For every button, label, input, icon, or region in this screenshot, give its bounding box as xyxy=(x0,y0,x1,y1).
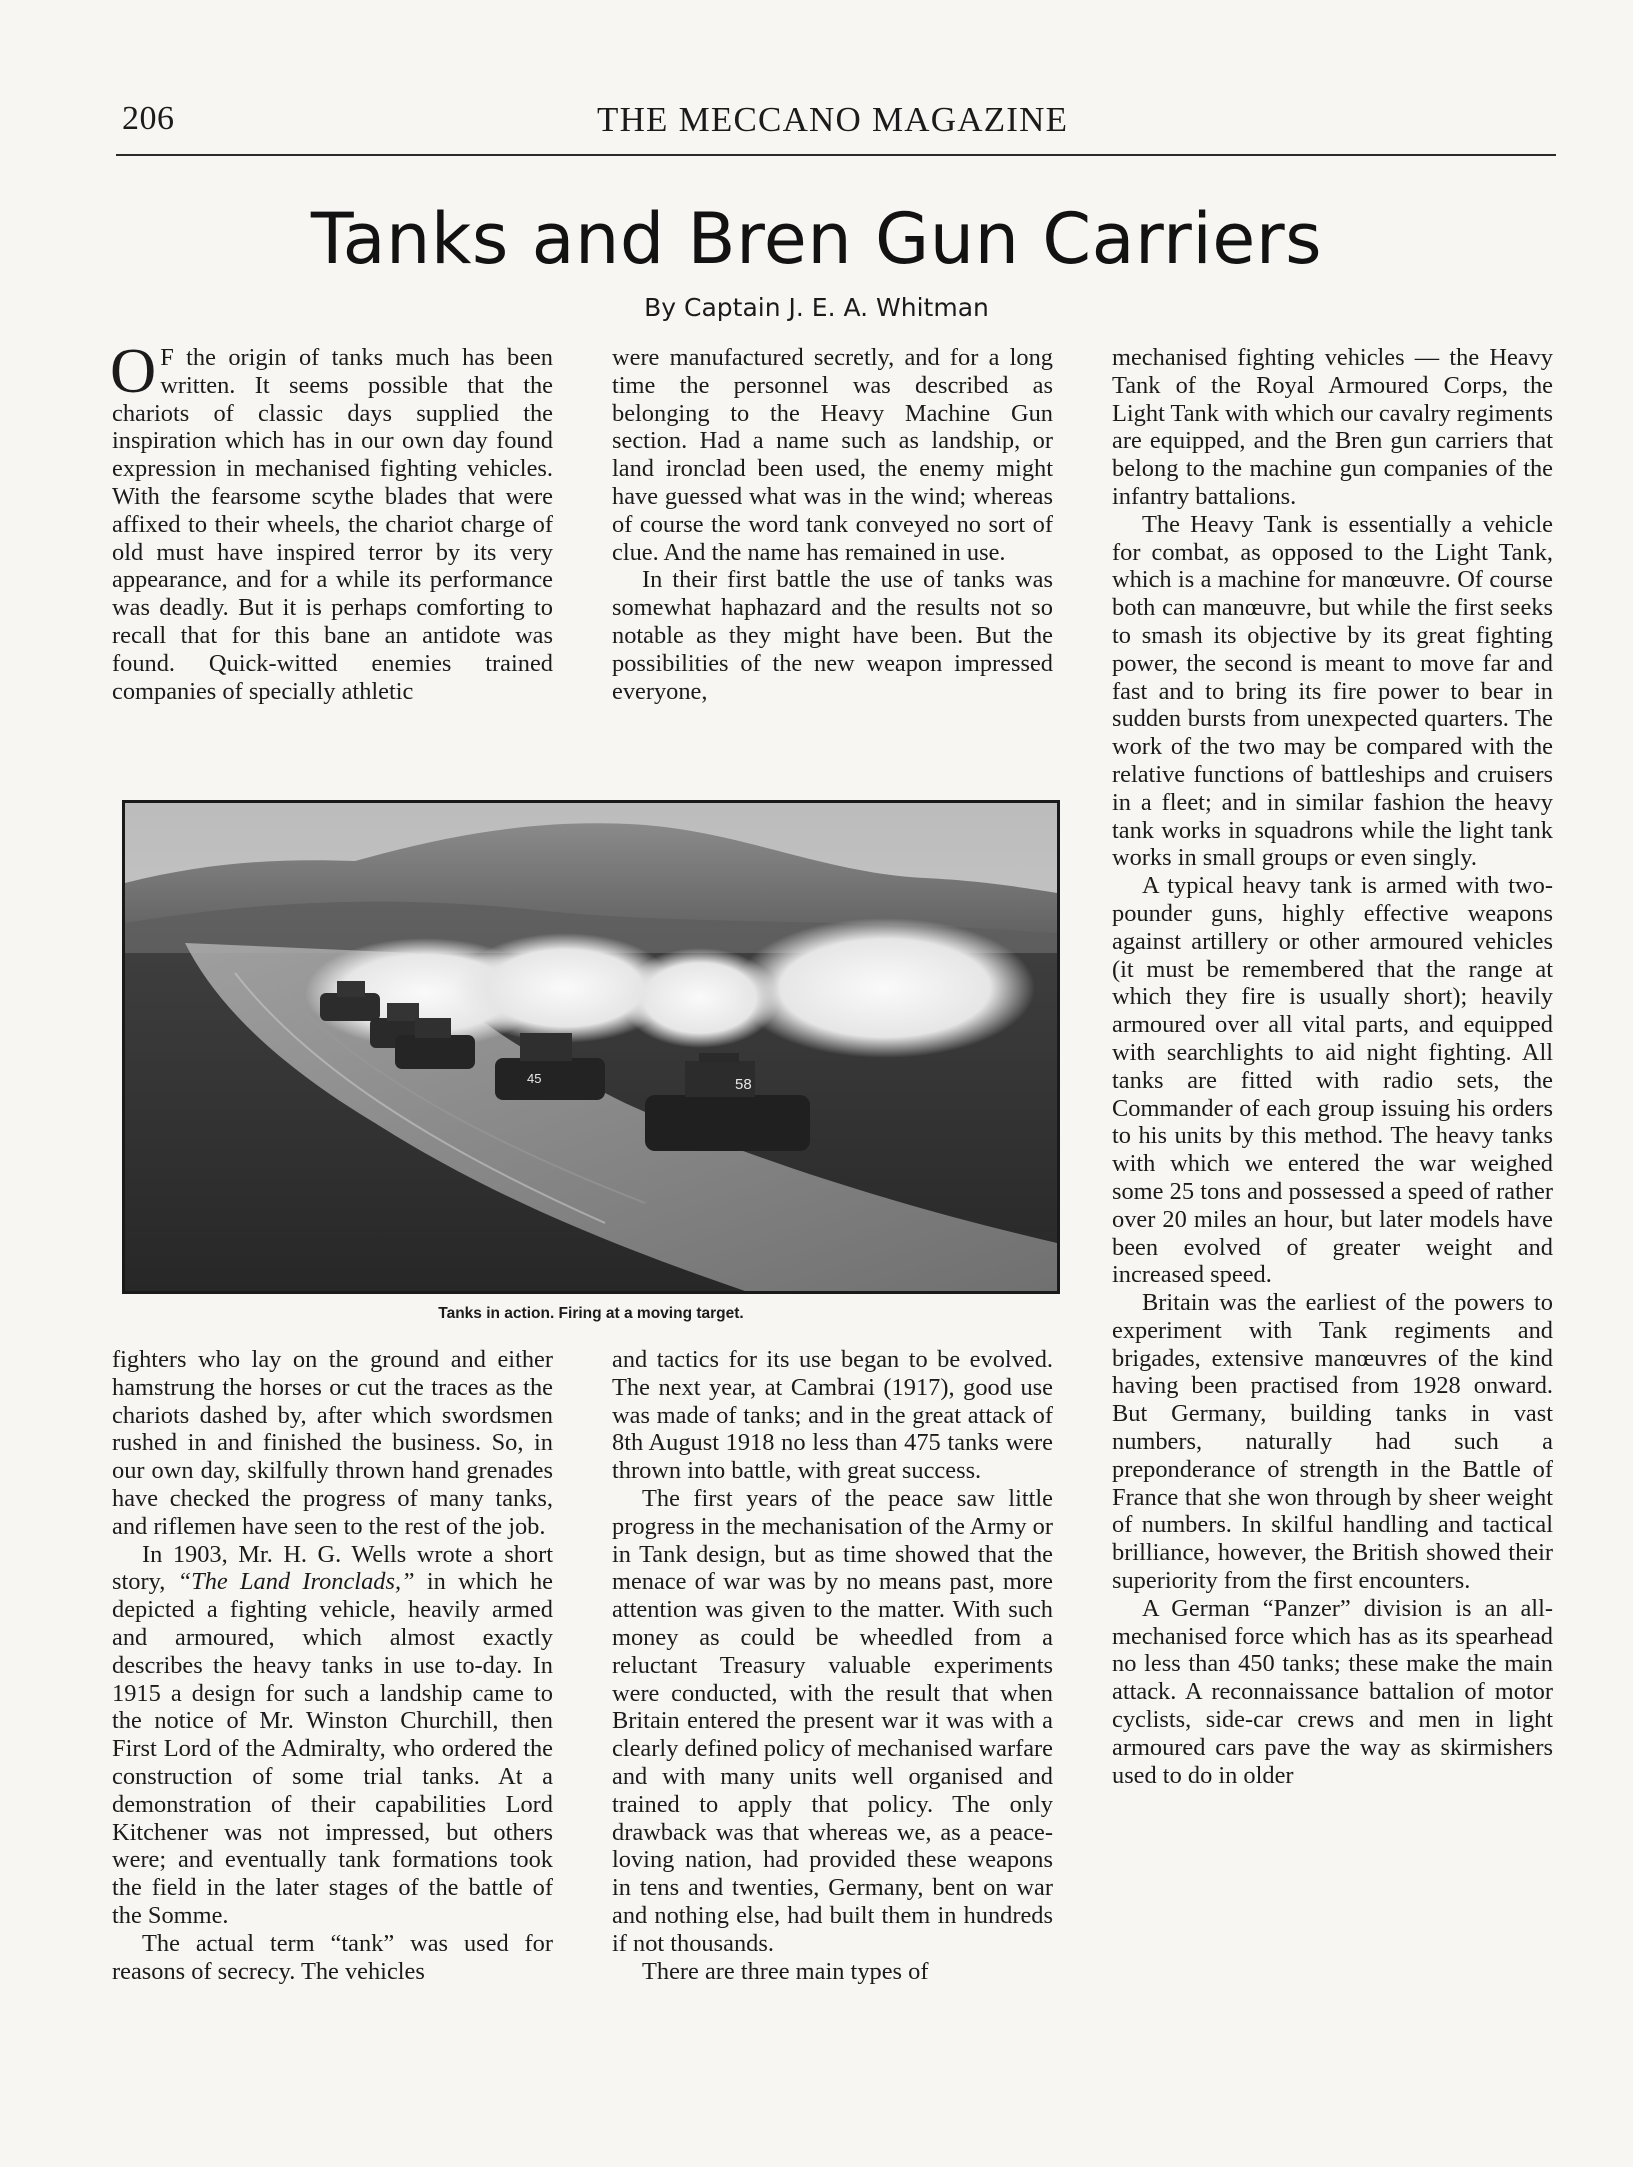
column-1-bottom xyxy=(112,1346,553,1985)
paragraph: The Heavy Tank is essentially a vehicle for combat, as opposed to the Light Tank, which is a machine for manœuvre. Of course both can manœuvre, but while the first seeks to smash its objective by its great fighting power, the second is meant to move far and fast and to bring its fire power to bear in sudden bursts from unexpected quarters. The work of the two may be compared with the relative functions of battleships and cruisers in a fleet; and in similar fashion the heavy tank works in squadrons while the light tank works in small groups or even singly. xyxy=(1112,510,1553,872)
paragraph: fighters who lay on the ground and either hamstrung the horses or cut the traces as the chariots dashed by, after which swordsmen rushed in and finished the business. So, in our own day, skilfully thrown hand grenades have checked the progress of many tanks, and riflemen have seen to the rest of the job. xyxy=(112,1346,553,1540)
header-divider xyxy=(116,154,1556,156)
paragraph: O F the origin of tanks much has been written. It seems possible that the chariots of classic days supplied the inspiration which has in our own day found expression in mechanised fighting vehicles. With the fearsome scythe blades that were affixed to their wheels, the chariot charge of old must have inspired terror by its very appearance, and for a while its performance was deadly. But it is perhaps comforting to recall that for this bane an antidote was found. Quick-witted enemies trained companies of specially athletic xyxy=(110,335,553,705)
paragraph: In 1903, Mr. H. G. Wells wrote a short story, “The Land Ironclads,” in which he depicted a fighting vehicle, heavily armed and armoured, which almost exactly describes the heavy tanks in use to-day. In 1915 a design for such a landship came to the notice of Mr. Winston Churchill, then First Lord of the Admiralty, who ordered the construction of some trial tanks. At a demonstration of their capabilities Lord Kitchener was not impressed, but others were; and eventually tank formations took the field in the later stages of the battle of the Somme. xyxy=(112,1540,553,1929)
paragraph: A German “Panzer” division is an all-mechanised force which has as its spearhead no less than 450 tanks; these make the main attack. A reconnaissance battalion of motor cyclists, side-car crews and men in light armoured cars pave the way as skirmishers used to do in older xyxy=(1112,1594,1553,1789)
column-2-top xyxy=(612,344,1053,705)
paragraph: Britain was the earliest of the powers to experiment with Tank regiments and brigades, extensive manœuvres of the kind having been practised from 1928 onward. But Germany, building tanks in vast numbers, naturally had such a preponderance of strength in the Battle of France that she won through by sheer weight of numbers. In skilful handling and tactical brilliance, however, the British showed their superiority from the first encounters. xyxy=(1112,1289,1553,1595)
magazine-title: THE MECCANO MAGAZINE xyxy=(597,100,1069,139)
tanks-photo-illustration xyxy=(125,803,1057,1291)
tank-number: 45 xyxy=(527,1071,542,1086)
column-3 xyxy=(1112,344,1553,1789)
story-title: “The Land Ironclads,” xyxy=(177,1568,415,1596)
paragraph: The actual term “tank” was used for reasons of secrecy. The vehicles xyxy=(112,1929,553,1985)
paragraph: A typical heavy tank is armed with two-pounder guns, highly effective weapons against artillery or other armoured vehicles (it must be remembered that the range at which they fire is usually short); heavily armoured over all vital parts, and equipped with searchlights to aid night fighting. All tanks are fitted with radio sets, the Commander of each group issuing his orders to his units by this method. The heavy tanks with which we entered the war weighed some 25 tons and possessed a speed of rather over 20 miles an hour, but later models have been evolved of greater weight and increased speed. xyxy=(1112,872,1553,1289)
paragraph: were manufactured secretly, and for a long time the personnel was described as belonging to the Heavy Machine Gun section. Had a name such as landship, or land ironclad been used, the enemy might have guessed what was in the wind; whereas of course the word tank conveyed no sort of clue. And the name has remained in use. xyxy=(612,344,1053,566)
paragraph: and tactics for its use began to be evolved. The next year, at Cambrai (1917), good use was made of tanks; and in the great attack of 8th August 1918 no less than 475 tanks were thrown into battle, with great success. xyxy=(612,1346,1053,1485)
column-2-bottom xyxy=(612,1346,1053,1985)
paragraph: The first years of the peace saw little progress in the mechanisation of the Army or in Tank design, but as time showed that the menace of war was by no means past, more attention was given to the matter. With such money as could be wheedled from a reluctant Treasury valuable experiments were conducted, with the result that when Britain entered the present war it was with a clearly defined policy of mechanised warfare and with many units well organised and trained to apply that policy. The only drawback was that whereas we, as a peace-loving nation, had provided these weapons in tens and twenties, Germany, bent on war and nothing else, had built them in hundreds if not thousands. xyxy=(612,1484,1053,1957)
page-number: 206 xyxy=(122,100,175,137)
figure-caption: Tanks in action. Firing at a moving target. xyxy=(438,1305,744,1322)
tanks-photograph xyxy=(122,800,1060,1294)
tank-number: 58 xyxy=(735,1076,752,1093)
paragraph: mechanised fighting vehicles — the Heavy Tank of the Royal Armoured Corps, the Light Tank with which our cavalry regiments are equipped, and the Bren gun carriers that belong to the machine gun companies of the infantry battalions. xyxy=(1112,344,1553,510)
drop-cap: O xyxy=(110,335,157,406)
paragraph: There are three main types of xyxy=(642,1957,929,1985)
paragraph: In their first battle the use of tanks was somewhat haphazard and the results not so notable as they might have been. But the possibilities of the new weapon impressed everyone, xyxy=(612,566,1053,705)
article-title: Tanks and Bren Gun Carriers xyxy=(310,198,1323,280)
column-1-top xyxy=(110,335,553,705)
byline: By Captain J. E. A. Whitman xyxy=(644,293,989,322)
